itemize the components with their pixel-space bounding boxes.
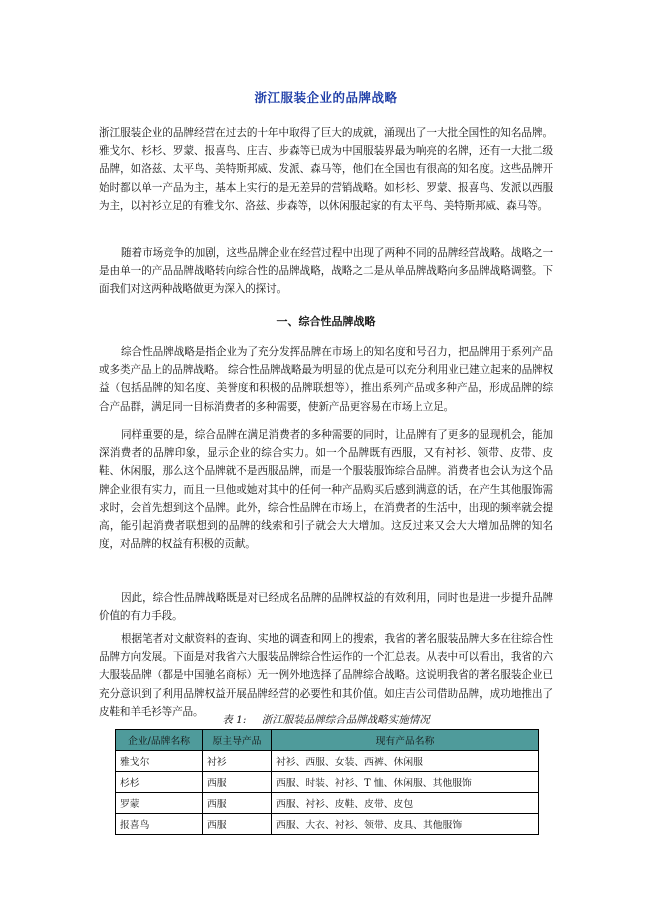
brand-strategy-table <box>115 729 539 835</box>
table-row <box>116 793 539 814</box>
header-current-products: 现有产品名称 <box>272 730 539 751</box>
section-paragraph-1: 综合性品牌战略是指企业为了充分发挥品牌在市场上的知名度和号召力，把品牌用于系列产品或多类产品上的品牌战略。 综合性品牌战略最为明显的优点是可以充分利用业已建立起来的品牌权益（包括品牌的知名度、美誉度和积极的品牌联想等），推出系列产品或多种产品，形成品牌的综合产品群，满足同一目标消费者的多种需要，使新产品更容易在市场上立足。 <box>99 346 553 413</box>
cell-current-products: 西服、大衣、衬衫、领带、皮具、其他服饰 <box>272 814 539 835</box>
cell-brand: 罗蒙 <box>116 793 203 814</box>
section-paragraph-3: 因此，综合性品牌战略既是对已经成名品牌的品牌权益的有效利用，同时也是进一步提升品牌价值的有力手段。 <box>99 592 553 623</box>
cell-original-product: 衬衫 <box>203 751 272 772</box>
cell-brand: 杉杉 <box>116 772 203 793</box>
cell-current-products: 西服、衬衫、皮鞋、皮带、皮包 <box>272 793 539 814</box>
table-row <box>116 751 539 772</box>
header-brand-name: 企业/品牌名称 <box>116 730 203 751</box>
cell-original-product: 西服 <box>203 772 272 793</box>
document-title: 浙江服装企业的品牌战略 <box>254 90 398 105</box>
cell-current-products: 衬衫、西服、女装、西裤、休闲服 <box>272 751 539 772</box>
table-caption-label: 表 1: <box>222 714 247 726</box>
table-caption <box>99 712 553 727</box>
intro-paragraph-1: 浙江服装企业的品牌经营在过去的十年中取得了巨大的成就，涌现出了一大批全国性的知名品牌。雅戈尔、杉杉、罗蒙、报喜鸟、庄吉、步森等已成为中国服装界最为响亮的名牌，还有一大批二级品牌，如洛兹、太平鸟、美特斯邦威、发派、森马等，他们在全国也有很高的知名度。这些品牌开始时都以单一产品为主，基本上实行的是无差异的营销战略。如杉杉、罗蒙、报喜鸟、发派以西服为主，以衬衫立足的有雅戈尔、洛兹、步森等，以休闲服起家的有太平鸟、美特斯邦威、森马等。 <box>99 127 553 212</box>
cell-original-product: 西服 <box>203 793 272 814</box>
table-header-row <box>116 730 539 751</box>
table-caption-title: 浙江服装品牌综合品牌战略实施情况 <box>261 714 430 726</box>
cell-current-products: 西服、时装、衬衫、T 恤、休闲服、其他服饰 <box>272 772 539 793</box>
section-paragraph-2: 同样重要的是，综合品牌在满足消费者的多种需要的同时，让品牌有了更多的显现机会，能加深消费者的品牌印象，显示企业的综合实力。如一个品牌既有西服，又有衬衫、领带、皮带、皮鞋、休闲服，那么这个品牌就不是西服品牌，而是一个服装服饰综合品牌。消费者也会认为这个品牌企业很有实力，而且一旦他或她对其中的任何一种产品购买后感到满意的话，在产生其他服饰需求时，会首先想到这个品牌。此外，综合性品牌在市场上，在消费者的生活中，出现的频率就会提高，能引起消费者联想到的品牌的线索和引子就会大大增加。这反过来又会大大增加品牌的知名度，对品牌的权益有积极的贡献。 <box>99 429 553 551</box>
cell-original-product: 西服 <box>203 814 272 835</box>
section-paragraph-4: 根据笔者对文献资料的查询、实地的调查和网上的搜索，我省的著名服装品牌大多在往综合性品牌方向发展。下面是对我省六大服装品牌综合性运作的一个汇总表。从表中可以看出，我省的六大服装品牌（都是中国驰名商标）无一例外地选择了品牌综合战略。这说明我省的著名服装企业已充分意识到了利用品牌权益开展品牌经营的必要性和其价值。如庄吉公司借助品牌，成功地推出了皮鞋和羊毛衫等产品。 <box>99 633 553 718</box>
section-heading: 一、综合性品牌战略 <box>276 315 376 328</box>
cell-brand: 报喜鸟 <box>116 814 203 835</box>
table-row <box>116 814 539 835</box>
cell-brand: 雅戈尔 <box>116 751 203 772</box>
intro-paragraph-2: 随着市场竞争的加剧，这些品牌企业在经营过程中出现了两种不同的品牌经营战略。战略之一是由单一的产品品牌战略转向综合性的品牌战略，战略之二是从单品牌战略向多品牌战略调整。下面我们对这两种战略做更为深入的探讨。 <box>99 247 553 296</box>
header-original-product: 原主导产品 <box>203 730 272 751</box>
table-row <box>116 772 539 793</box>
